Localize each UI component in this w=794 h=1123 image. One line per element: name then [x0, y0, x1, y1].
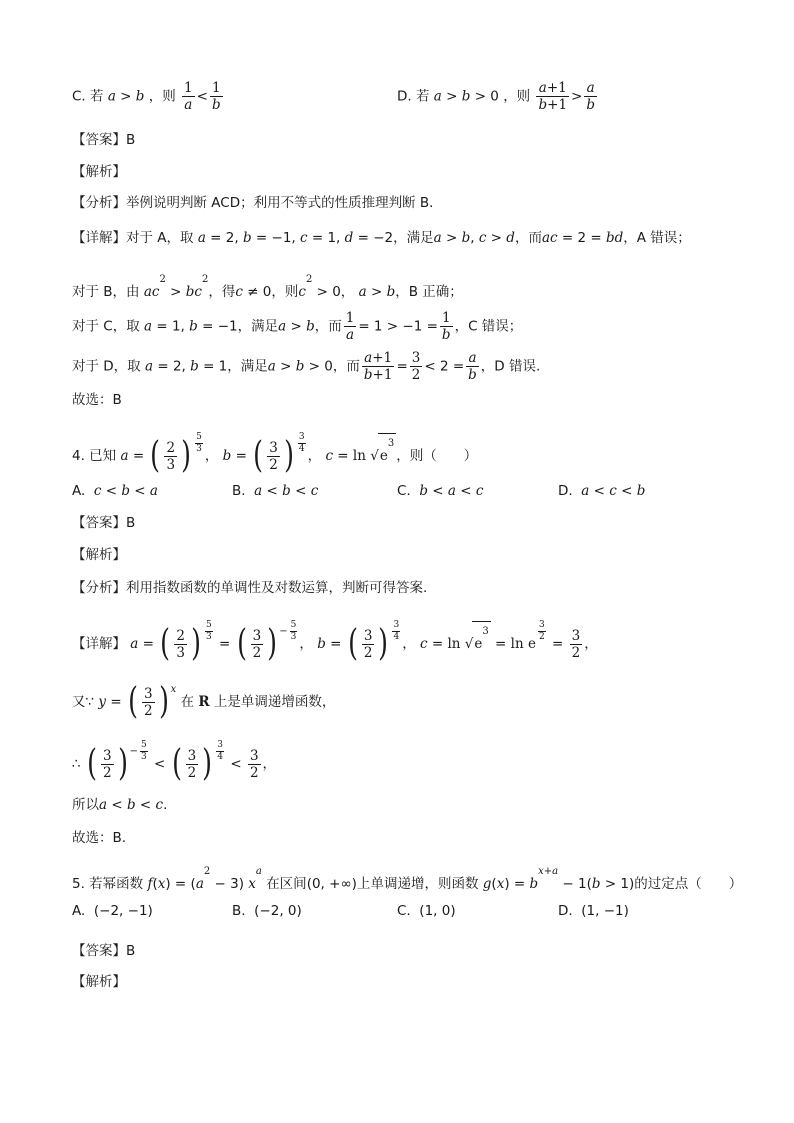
q5-option-a[interactable]: A. (−2, −1)	[72, 903, 153, 919]
q5-option-b[interactable]: B. (−2, 0)	[232, 903, 302, 919]
jiexi-5: 【解析】	[72, 974, 126, 990]
answer-5: 【答案】B	[72, 943, 136, 959]
q5-option-d[interactable]: D. (1, −1)	[558, 903, 629, 919]
option-c: C. 若 a > b ，则 $\frac{1}{a}$ < $\frac{1}{b}$	[72, 80, 221, 113]
detail-a: 【详解】对于 A，取 a = 2, b = −1, c = 1, d = −2，满足a > b, c > d，而ac = 2 = bd，A 错误；	[72, 230, 691, 246]
q5-option-c[interactable]: C. (1, 0)	[397, 903, 456, 919]
question-5: 5. 若幂函数 $f(x) = (a^2 - 3)$ $x^a$ 在区间(0, +∞)上单调递增，则函数 $g(x) = b^{x+a} - 1(b > 1)$的过定点（ ）	[72, 866, 743, 892]
q4-option-c[interactable]: C. b < a < c	[397, 483, 484, 499]
q4-option-a[interactable]: A. c < b < a	[72, 483, 158, 499]
jiexi-4: 【解析】	[72, 547, 126, 563]
q4-option-b[interactable]: B. a < b < c	[232, 483, 319, 499]
guxuan-3: 故选：B	[72, 392, 122, 408]
detail-4-therefore: ∴ ( $\frac{3}{2}$ ) $^{- \frac{5}{3}}$ < ( $\frac{3}{2}$ ) $^{\frac{3}{4}}$ < $\frac{3}{2}$ ，	[72, 740, 277, 784]
jiexi-3: 【解析】	[72, 164, 126, 180]
suoyi-4: 所以a < b < c.	[72, 797, 168, 813]
question-4: 4. 已知 a = ( $\frac{2}{3}$ ) $^{\frac{5}{3}}$ ， b = ( $\frac{3}{2}$ ) $^{\frac{3}{4}}$ ， $c = \ln √e^3$，则（ ）	[72, 432, 478, 476]
fenxi-4: 【分析】利用指数函数的单调性及对数运算，判断可得答案.	[72, 580, 428, 596]
option-d: D. 若 a > b > 0 ，则 $\frac{a+1}{b+1}$ > $\frac{a}{b}$	[397, 80, 596, 113]
answer-4: 【答案】B	[72, 515, 136, 531]
answer-3: 【答案】B	[72, 132, 136, 148]
answer-label: 【答案】	[72, 132, 126, 148]
detail-c: 对于 C，取 a = 1, b = −1，满足a > b，而 $\frac{1}{a}$ = 1 > −1 = $\frac{1}{b}$ ，C 错误；	[72, 310, 523, 343]
guxuan-4: 故选：B.	[72, 830, 127, 846]
q4-option-d[interactable]: D. a < c < b	[558, 483, 646, 499]
detail-d: 对于 D，取 a = 2, b = 1，满足a > b > 0，而 $\frac{a+1}{b+1}$ = $\frac{3}{2}$ < 2 = $\frac{a}{b}$ ，D 错误.	[72, 350, 541, 383]
fenxi-3: 【分析】举例说明判断 ACD；利用不等式的性质推理判断 B.	[72, 195, 434, 211]
detail-b: 对于 B，由 $ac^2 > bc^2$，得c ≠ 0，则$c^2 > 0$， a > b，B 正确；	[72, 274, 463, 300]
detail-4-you: 又∵ y = ( $\frac{3}{2}$ ) $^x$ 在 R 上是单调递增函数，	[72, 681, 336, 722]
detail-4: 【详解】 a = ( $\frac{2}{3}$ ) $^{\frac{5}{3}}$ = ( $\frac{3}{2}$ ) $^{- \frac{5}{3}}$ ， b = ( $\frac{3}{2}$ ) $^{\frac{3}{4}}$ ， $c = \ln √e^3 = \ln e$ $^{\frac{3}{2}}$ = $\frac{3}{2}$ ，	[72, 620, 598, 664]
